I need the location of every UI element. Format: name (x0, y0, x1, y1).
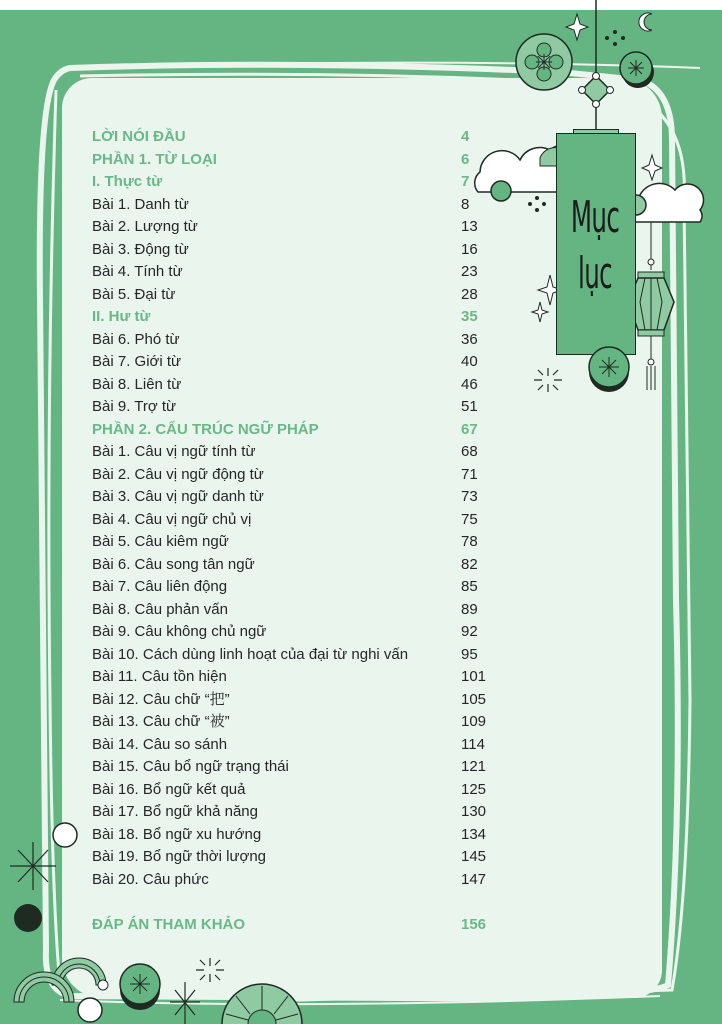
toc-label: Bài 12. Câu chữ “把” (92, 690, 230, 708)
dots-icon (605, 30, 625, 46)
toc-page: 68 (461, 443, 478, 460)
toc-label: Bài 14. Câu so sánh (92, 735, 228, 753)
toc-entry[interactable] (92, 329, 492, 352)
toc-label: PHẦN 2. CẤU TRÚC NGỮ PHÁP (92, 420, 319, 438)
toc-label: Bài 3. Câu vị ngữ danh từ (92, 488, 264, 505)
toc-page: 6 (461, 150, 470, 168)
toc-page: 67 (461, 420, 478, 438)
toc-entry[interactable] (92, 576, 492, 599)
toc-page: 130 (461, 803, 487, 820)
toc-page: 75 (461, 510, 478, 528)
toc-entry[interactable] (92, 149, 492, 172)
toc-entry[interactable] (92, 171, 492, 194)
toc-page: 121 (461, 758, 487, 775)
toc-entry[interactable] (92, 194, 492, 217)
toc-label: Bài 8. Liên từ (92, 375, 182, 393)
toc-label: Bài 6. Phó từ (92, 330, 180, 348)
starburst-icon (196, 958, 224, 982)
toc-label: Bài 2. Câu vị ngữ động từ (92, 465, 264, 483)
toc-page: 8 (461, 195, 470, 213)
starburst-icon (10, 842, 56, 890)
toc-label: II. Hư từ (92, 308, 151, 325)
chinese-knot-icon (579, 73, 614, 108)
toc-entry[interactable] (92, 689, 492, 712)
toc-entry[interactable] (92, 486, 492, 509)
toc-entry[interactable] (92, 711, 492, 734)
toc-label: Bài 19. Bổ ngữ thời lượng (92, 848, 267, 865)
toc-label: Bài 18. Bổ ngữ xu hướng (92, 825, 262, 843)
starburst-icon (534, 368, 562, 392)
flower-icon (620, 52, 654, 88)
toc-page: 125 (461, 780, 487, 798)
starburst-icon (170, 982, 200, 1024)
toc-label: Bài 9. Câu không chủ ngữ (92, 623, 267, 640)
flower-icon (120, 964, 160, 1010)
toc-entry[interactable] (92, 666, 492, 689)
toc-page: 40 (461, 353, 478, 370)
dots-icon (528, 196, 546, 212)
moon-icon (639, 13, 652, 31)
toc-entry[interactable] (92, 239, 492, 262)
toc-entry[interactable] (92, 306, 492, 329)
toc-entry[interactable] (92, 284, 492, 307)
toc-page: 71 (461, 465, 478, 483)
toc-page: 13 (461, 218, 478, 235)
toc-page: 105 (461, 690, 487, 708)
toc-page: 35 (461, 308, 478, 325)
toc-label: Bài 1. Câu vị ngữ tính từ (92, 443, 256, 460)
lotus-icon (222, 984, 302, 1024)
toc-page: 156 (461, 915, 487, 933)
toc-label: Bài 13. Câu chữ “被” (92, 713, 230, 730)
toc-entry[interactable] (92, 509, 492, 532)
toc-page: 109 (461, 713, 487, 730)
decoration-bottom-left (0, 810, 320, 1024)
toc-entry[interactable] (92, 779, 492, 802)
page-title: Mục lục (570, 192, 620, 299)
flower-icon (14, 904, 42, 932)
toc-label: Bài 3. Động từ (92, 240, 189, 258)
toc-page: 28 (461, 285, 478, 303)
toc-label: Bài 1. Danh từ (92, 195, 189, 213)
toc-page: 4 (461, 128, 470, 145)
toc-label: ĐÁP ÁN THAM KHẢO (92, 915, 246, 933)
toc-label: Bài 5. Câu kiêm ngữ (92, 533, 229, 550)
sparkle-icon (532, 302, 548, 322)
toc-entry[interactable] (92, 396, 492, 419)
toc-entry[interactable] (92, 734, 492, 757)
toc-label: Bài 7. Giới từ (92, 353, 182, 370)
toc-page: 147 (461, 870, 487, 888)
circle-icon (53, 823, 77, 847)
toc-page: 23 (461, 263, 478, 280)
flower-medallion-icon (516, 34, 572, 90)
toc-page: 145 (461, 848, 487, 865)
toc-label: Bài 7. Câu liên động (92, 578, 228, 595)
toc-label: Bài 20. Câu phức (92, 870, 209, 888)
toc-page: 92 (461, 623, 478, 640)
toc-page: 89 (461, 600, 478, 618)
rainbow-icon (14, 958, 106, 1002)
toc-entry[interactable] (92, 351, 492, 374)
sparkle-icon (566, 14, 588, 40)
toc-label: Bài 10. Cách dùng linh hoạt của đại từ nghi vấn (92, 645, 409, 663)
toc-label: Bài 2. Lượng từ (92, 218, 198, 235)
toc-entry[interactable] (92, 621, 492, 644)
toc-page: 46 (461, 375, 478, 393)
toc-label: LỜI NÓI ĐẦU (92, 128, 186, 145)
toc-page: 85 (461, 578, 478, 595)
toc-page: 36 (461, 330, 478, 348)
toc-entry[interactable] (92, 756, 492, 779)
toc-page: 95 (461, 645, 478, 663)
circle-icon (78, 998, 102, 1022)
toc-entry[interactable] (92, 374, 492, 397)
toc-page: 73 (461, 488, 478, 505)
toc-entry[interactable] (92, 644, 492, 667)
toc-page: 82 (461, 555, 478, 573)
toc-page: 134 (461, 825, 487, 843)
flower-icon (584, 340, 634, 400)
toc-page: 7 (461, 173, 470, 190)
toc-entry[interactable] (92, 599, 492, 622)
toc-label: Bài 4. Tính từ (92, 263, 183, 280)
toc-label: PHẦN 1. TỪ LOẠI (92, 150, 217, 168)
toc-entry[interactable] (92, 216, 492, 239)
toc-label: Bài 4. Câu vị ngữ chủ vị (92, 510, 252, 528)
toc-page: 114 (461, 735, 485, 753)
toc-page: 51 (461, 398, 478, 415)
toc-label: Bài 6. Câu song tân ngữ (92, 555, 255, 573)
toc-page: 101 (461, 668, 487, 685)
toc-label: Bài 15. Câu bổ ngữ trạng thái (92, 758, 289, 775)
toc-label: Bài 17. Bổ ngữ khả năng (92, 803, 258, 820)
toc-entry[interactable] (92, 261, 492, 284)
toc-page: 16 (461, 240, 478, 258)
toc-label: Bài 8. Câu phản vấn (92, 600, 228, 618)
toc-label: Bài 5. Đại từ (92, 285, 176, 303)
sparkle-icon (642, 155, 662, 180)
cloud-icon (626, 183, 704, 222)
toc-entry[interactable] (92, 441, 492, 464)
toc-entry[interactable] (92, 126, 492, 149)
toc-label: I. Thực từ (92, 173, 163, 190)
toc-page: 78 (461, 533, 478, 550)
toc-entry[interactable] (92, 464, 492, 487)
toc-label: Bài 11. Câu tồn hiện (92, 668, 227, 685)
toc-entry[interactable] (92, 531, 492, 554)
toc-label: Bài 16. Bổ ngữ kết quả (92, 780, 246, 798)
circle-icon (98, 980, 108, 990)
toc-entry[interactable] (92, 419, 492, 442)
toc-entry[interactable] (92, 554, 492, 577)
toc-label: Bài 9. Trợ từ (92, 398, 177, 415)
